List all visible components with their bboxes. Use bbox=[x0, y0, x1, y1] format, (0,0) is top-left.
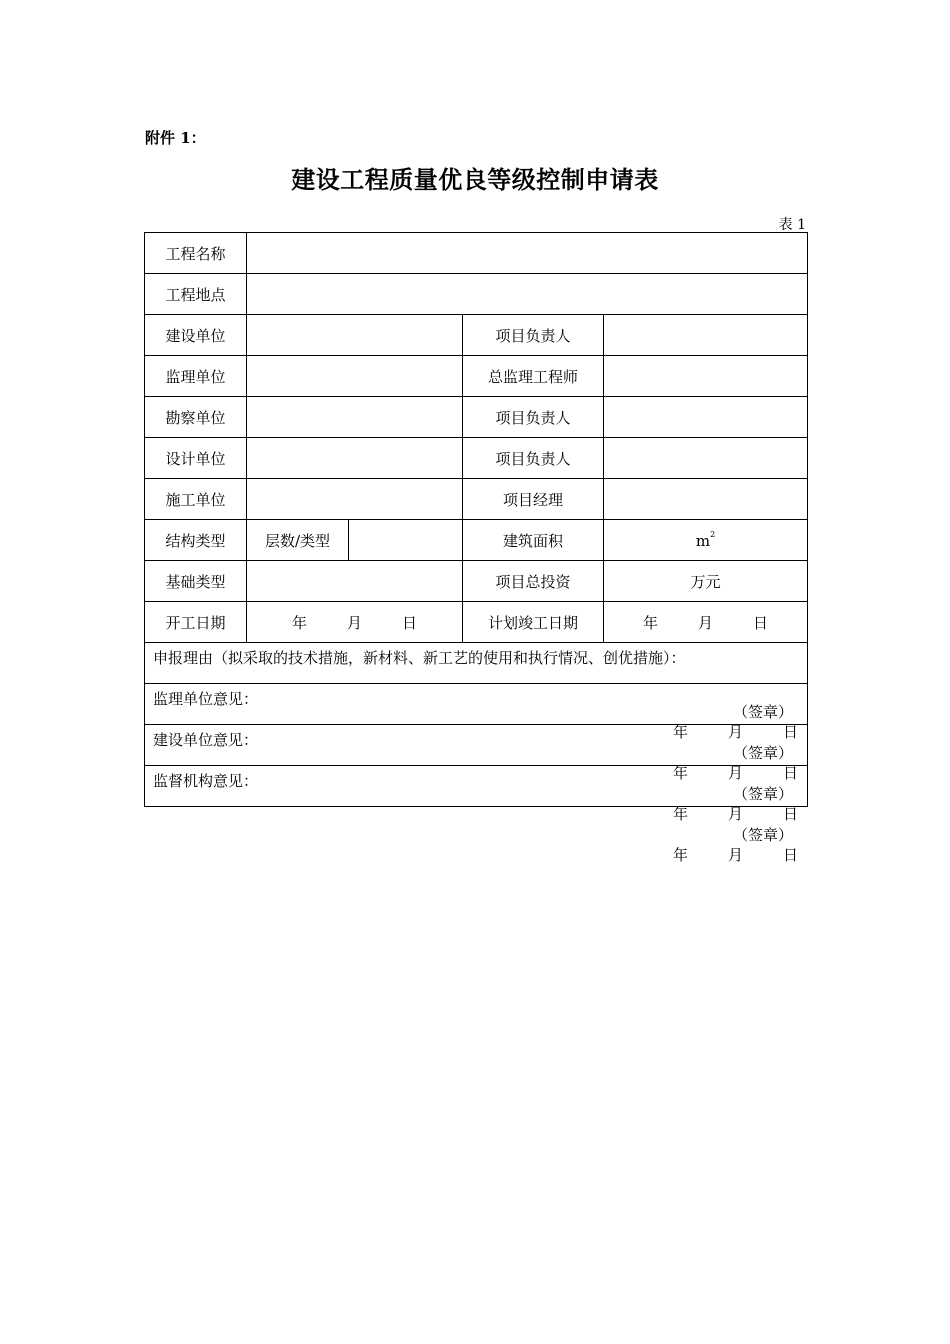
survey-unit-field[interactable] bbox=[247, 397, 463, 438]
day-label: 日 bbox=[782, 805, 798, 823]
design-unit-field[interactable] bbox=[247, 438, 463, 479]
contractor-field[interactable] bbox=[247, 479, 463, 520]
month-label: 月 bbox=[727, 805, 743, 823]
application-reason-label: 申报理由（拟采取的技术措施，新材料、新工艺的使用和执行情况、创优措施）： bbox=[153, 649, 686, 667]
authority-opinion-section[interactable] bbox=[145, 766, 808, 864]
table-row bbox=[145, 438, 808, 479]
table-row bbox=[145, 479, 808, 520]
foundation-type-label: 基础类型 bbox=[145, 561, 247, 602]
table-row bbox=[145, 643, 808, 684]
supervision-unit-field[interactable] bbox=[247, 356, 463, 397]
supervision-unit-label: 监理单位 bbox=[145, 356, 247, 397]
year-label: 年 bbox=[672, 764, 688, 782]
project-name-label: 工程名称 bbox=[145, 233, 247, 274]
start-date-label: 开工日期 bbox=[145, 602, 247, 643]
year-label: 年 bbox=[291, 613, 307, 632]
survey-unit-label: 勘察单位 bbox=[145, 397, 247, 438]
project-name-field[interactable] bbox=[247, 233, 808, 274]
foundation-type-field[interactable] bbox=[247, 561, 463, 602]
chief-supervisor-label: 总监理工程师 bbox=[463, 356, 604, 397]
month-label: 月 bbox=[727, 723, 743, 741]
attachment-label: 附件 1： bbox=[145, 129, 206, 147]
floors-type-field[interactable] bbox=[349, 520, 463, 561]
day-label: 日 bbox=[782, 846, 798, 864]
building-area-label: 建筑面积 bbox=[463, 520, 604, 561]
construction-unit-field[interactable] bbox=[247, 315, 463, 356]
table-row bbox=[145, 356, 808, 397]
signature-seal-label: （签章） bbox=[732, 703, 793, 721]
table-row bbox=[145, 274, 808, 315]
day-label: 日 bbox=[782, 764, 798, 782]
chief-supervisor-field[interactable] bbox=[604, 356, 808, 397]
table-row bbox=[145, 315, 808, 356]
planned-completion-label: 计划竣工日期 bbox=[463, 602, 604, 643]
table-row bbox=[145, 684, 808, 725]
day-label: 日 bbox=[782, 723, 798, 741]
table-row bbox=[145, 561, 808, 602]
year-label: 年 bbox=[672, 846, 688, 864]
table-row bbox=[145, 520, 808, 561]
authority-opinion-label: 监督机构意见： bbox=[153, 772, 259, 790]
year-label: 年 bbox=[642, 613, 658, 632]
signature-seal-label: （签章） bbox=[732, 785, 793, 803]
month-label: 月 bbox=[697, 613, 713, 632]
investment-unit: 万元 bbox=[690, 572, 721, 591]
table-row bbox=[145, 725, 808, 766]
planned-completion-field[interactable] bbox=[604, 602, 808, 643]
project-location-field[interactable] bbox=[247, 274, 808, 315]
project-manager-label: 项目经理 bbox=[463, 479, 604, 520]
signature-seal-label: （签章） bbox=[732, 744, 793, 762]
month-label: 月 bbox=[727, 846, 743, 864]
area-unit-superscript: 2 bbox=[710, 530, 716, 539]
construction-unit-label: 建设单位 bbox=[145, 315, 247, 356]
supervision-opinion-label: 监理单位意见： bbox=[153, 690, 259, 708]
project-location-label: 工程地点 bbox=[145, 274, 247, 315]
application-form-table bbox=[144, 232, 808, 864]
structure-type-label: 结构类型 bbox=[145, 520, 247, 561]
year-label: 年 bbox=[672, 805, 688, 823]
floors-type-label: 层数/类型 bbox=[247, 520, 349, 561]
start-date-field[interactable] bbox=[247, 602, 463, 643]
table-row bbox=[145, 766, 808, 807]
day-label: 日 bbox=[753, 613, 769, 632]
table-number: 表 1 bbox=[778, 217, 806, 233]
table-row bbox=[145, 233, 808, 274]
design-unit-manager-label: 项目负责人 bbox=[463, 438, 604, 479]
design-unit-label: 设计单位 bbox=[145, 438, 247, 479]
month-label: 月 bbox=[346, 613, 362, 632]
month-label: 月 bbox=[727, 764, 743, 782]
year-label: 年 bbox=[672, 723, 688, 741]
signature-seal-label: （签章） bbox=[732, 826, 793, 844]
sign-date bbox=[673, 844, 798, 865]
design-unit-manager-field[interactable] bbox=[604, 438, 808, 479]
form-title: 建设工程质量优良等级控制申请表 bbox=[291, 165, 659, 194]
day-label: 日 bbox=[402, 613, 418, 632]
survey-unit-manager-field[interactable] bbox=[604, 397, 808, 438]
construction-opinion-label: 建设单位意见： bbox=[153, 731, 259, 749]
building-area-field[interactable] bbox=[604, 520, 808, 561]
total-investment-label: 项目总投资 bbox=[463, 561, 604, 602]
construction-unit-manager-label: 项目负责人 bbox=[463, 315, 604, 356]
project-manager-field[interactable] bbox=[604, 479, 808, 520]
survey-unit-manager-label: 项目负责人 bbox=[463, 397, 604, 438]
construction-unit-manager-field[interactable] bbox=[604, 315, 808, 356]
table-row bbox=[145, 602, 808, 643]
total-investment-field[interactable] bbox=[604, 561, 808, 602]
table-row bbox=[145, 397, 808, 438]
area-unit: m bbox=[695, 532, 711, 550]
contractor-label: 施工单位 bbox=[145, 479, 247, 520]
